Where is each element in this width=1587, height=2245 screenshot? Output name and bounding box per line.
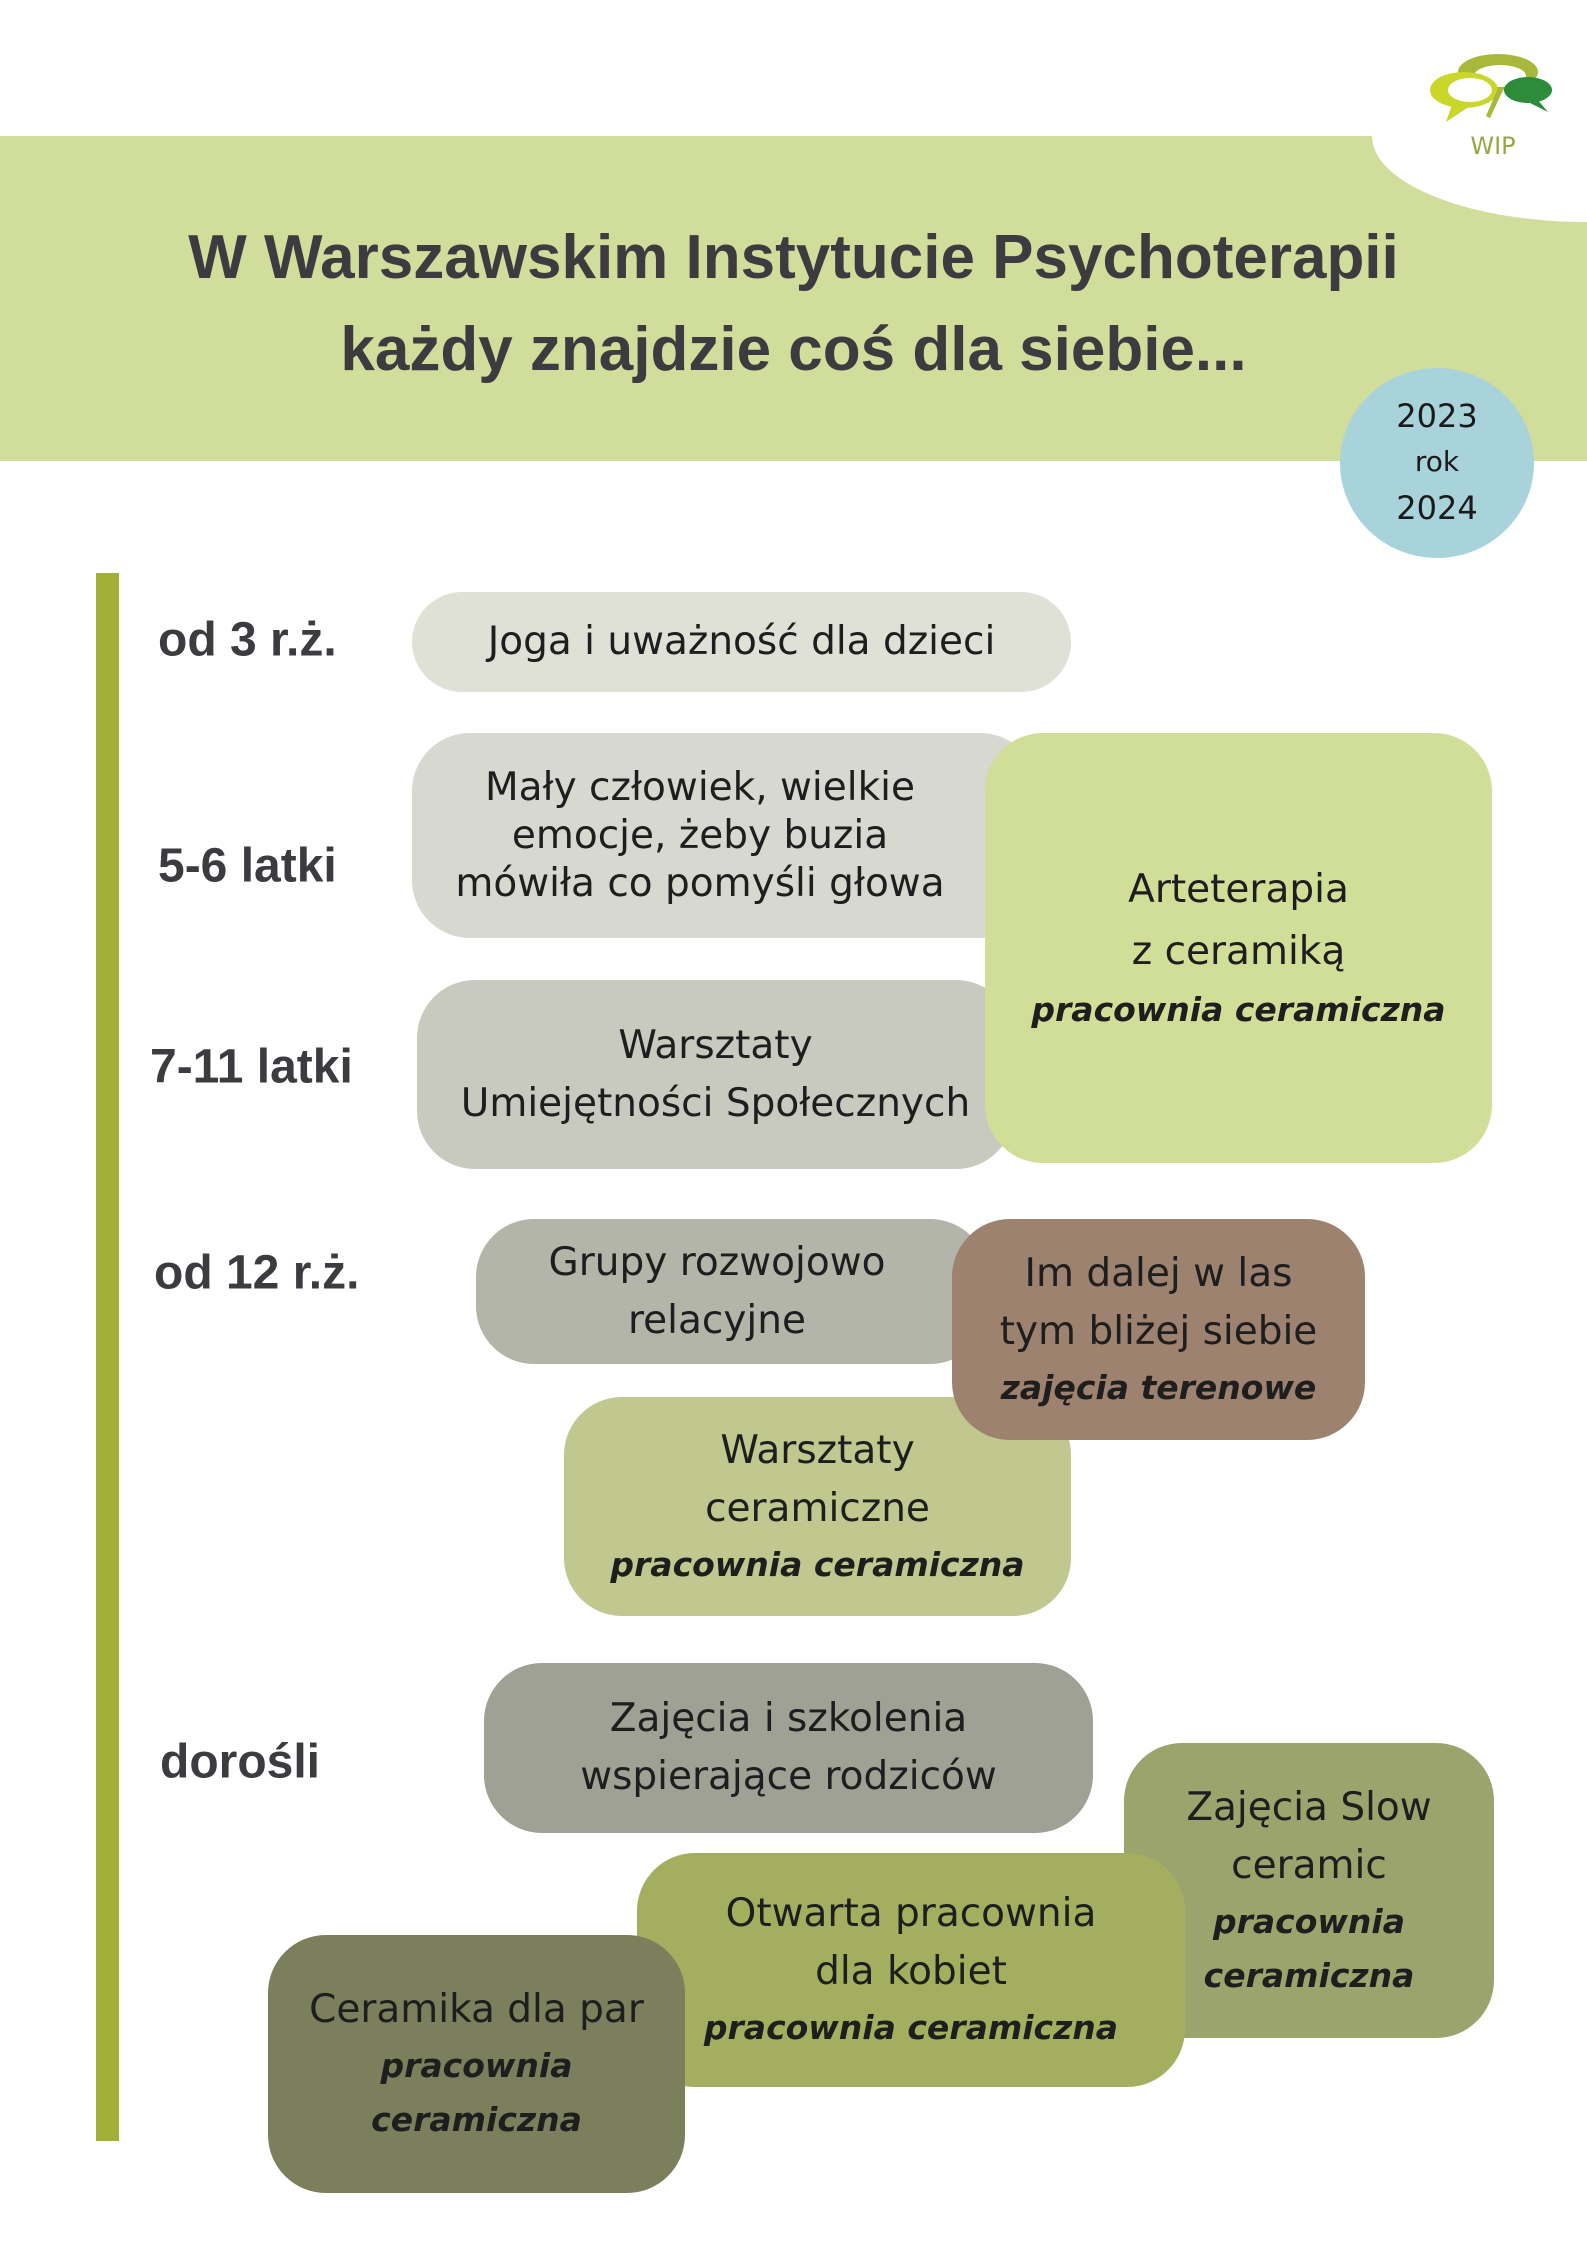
activity-card[interactable]: Otwarta pracownia dla kobiet pracownia ceramiczna — [637, 1853, 1185, 2087]
year-badge: 2023 rok 2024 — [1340, 368, 1534, 558]
activity-card[interactable]: Zajęcia Slow ceramic pracownia ceramiczna — [1124, 1743, 1494, 2038]
speech-bubbles-icon — [1428, 50, 1558, 160]
page-title: W Warszawskim Instytucie Psychoterapii każdy znajdzie coś dla siebie... — [188, 223, 1399, 384]
activity-card[interactable]: Im dalej w las tym bliżej siebie zajęcia terenowe — [952, 1219, 1365, 1440]
age-label: dorośli — [160, 1735, 321, 1789]
activity-card[interactable]: Grupy rozwojowo relacyjne — [476, 1219, 988, 1364]
activity-card[interactable]: Arteterapia z ceramiką pracownia ceramiczna — [985, 733, 1492, 1163]
logo-text: WIP — [1470, 132, 1516, 160]
age-label: od 3 r.ż. — [158, 613, 337, 667]
age-label: od 12 r.ż. — [154, 1246, 360, 1300]
activity-card[interactable]: Joga i uważność dla dzieci — [412, 592, 1071, 692]
wip-logo — [1428, 50, 1558, 160]
age-label: 5-6 latki — [158, 839, 337, 893]
timeline-bar — [96, 573, 119, 2141]
activity-card[interactable]: Warsztaty Umiejętności Społecznych — [417, 980, 1014, 1169]
activity-card[interactable]: Ceramika dla par pracownia ceramiczna — [268, 1935, 685, 2193]
activity-card[interactable]: Mały człowiek, wielkie emocje, żeby buzia mówiła co pomyśli głowa — [412, 733, 1038, 938]
activity-card[interactable]: Zajęcia i szkolenia wspierające rodziców — [484, 1663, 1093, 1833]
age-label: 7-11 latki — [150, 1040, 353, 1094]
activity-card[interactable]: Warsztaty ceramiczne pracownia ceramiczna — [564, 1397, 1071, 1616]
